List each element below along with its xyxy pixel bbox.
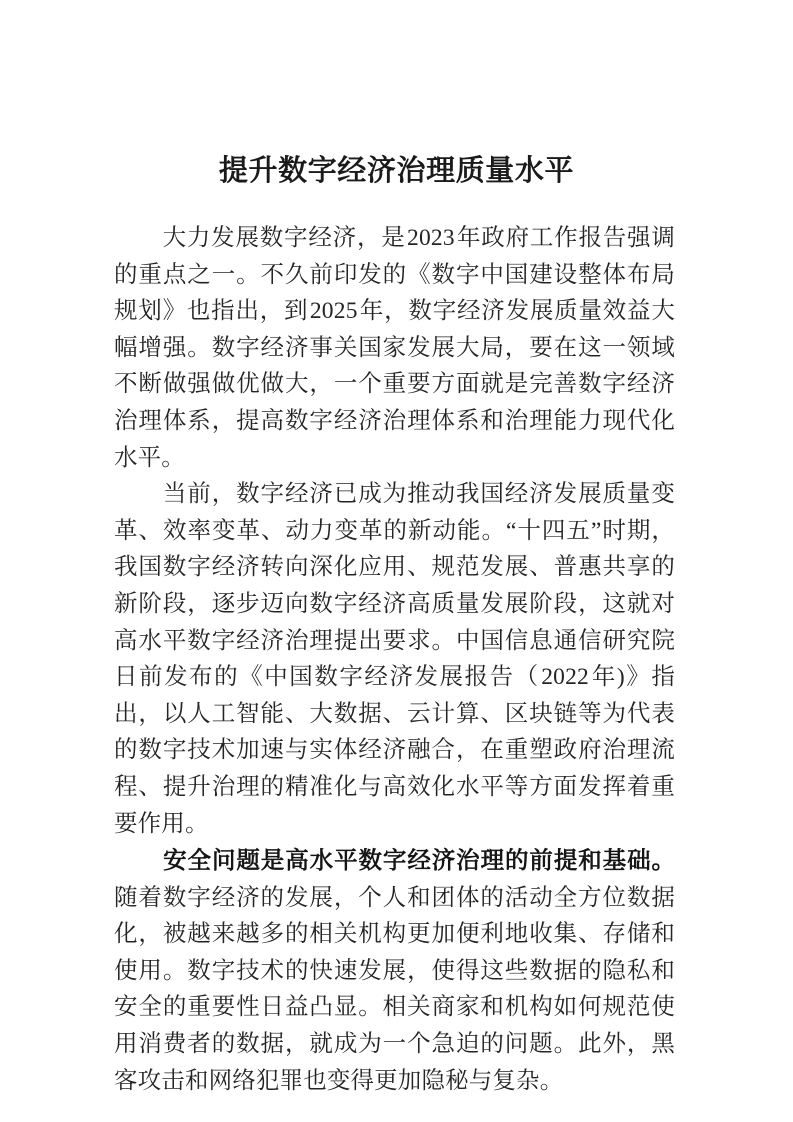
- page-title: 提升数字经济治理质量水平: [218, 155, 575, 188]
- paragraph-1-run-4-number: 2025: [309, 298, 358, 325]
- paragraph-3: [114, 842, 675, 1099]
- paragraph-1-run-5: 年，数字经济发展质量效益大幅增强。数字经济事关国家发展大局，要在这一领域不断做强做优做大，一个重要方面就是完善数字经济治理体系，提高数字经济治理体系和治理能力现代化水平。: [114, 298, 675, 471]
- paragraph-2-run-3: 年)》指出，以人工智能、大数据、云计算、区块链等为代表的数字技术加速与实体经济融合，在重塑政府治理流程、提升治理的精准化与高效化水平等方面发挥着重要作用。: [114, 664, 675, 837]
- paragraph-1: [114, 220, 675, 476]
- paragraph-3-lead-sentence: 安全问题是高水平数字经济治理的前提和基础。: [163, 847, 675, 874]
- paragraph-1-run-1: 大力发展数字经济，是: [162, 225, 406, 251]
- paragraph-3-run-2: 随着数字经济的发展，个人和团体的活动全方位数据化，被越来越多的相关机构更加便利地收集、存储和使用。数字技术的快速发展，使得这些数据的隐私和安全的重要性日益凸显。相关商家和机构如何规范使用消费者的数据，就成为一个急迫的问题。此外，黑客攻击和网络犯罪也变得更加隐秘与复杂。: [114, 884, 675, 1094]
- paragraph-2-run-2-number: 2022: [541, 664, 589, 691]
- paragraph-2: [114, 476, 675, 842]
- paragraph-2-run-1: 当前，数字经济已成为推动我国经济发展质量变革、效率变革、动力变革的新动能。“十四五”时期，我国数字经济转向深化应用、规范发展、普惠共享的新阶段，逐步迈向数字经济高质量发展阶段，这就对高水平数字经济治理提出要求。中国信息通信研究院日前发布的《中国数字经济发展报告（: [114, 481, 675, 691]
- document-body: [114, 220, 675, 1099]
- paragraph-1-run-2-number: 2023: [407, 225, 455, 251]
- paragraph-1-run-3: 年政府工作报告强调的重点之一。不久前印发的《数字中国建设整体布局规划》也指出，到: [114, 225, 675, 325]
